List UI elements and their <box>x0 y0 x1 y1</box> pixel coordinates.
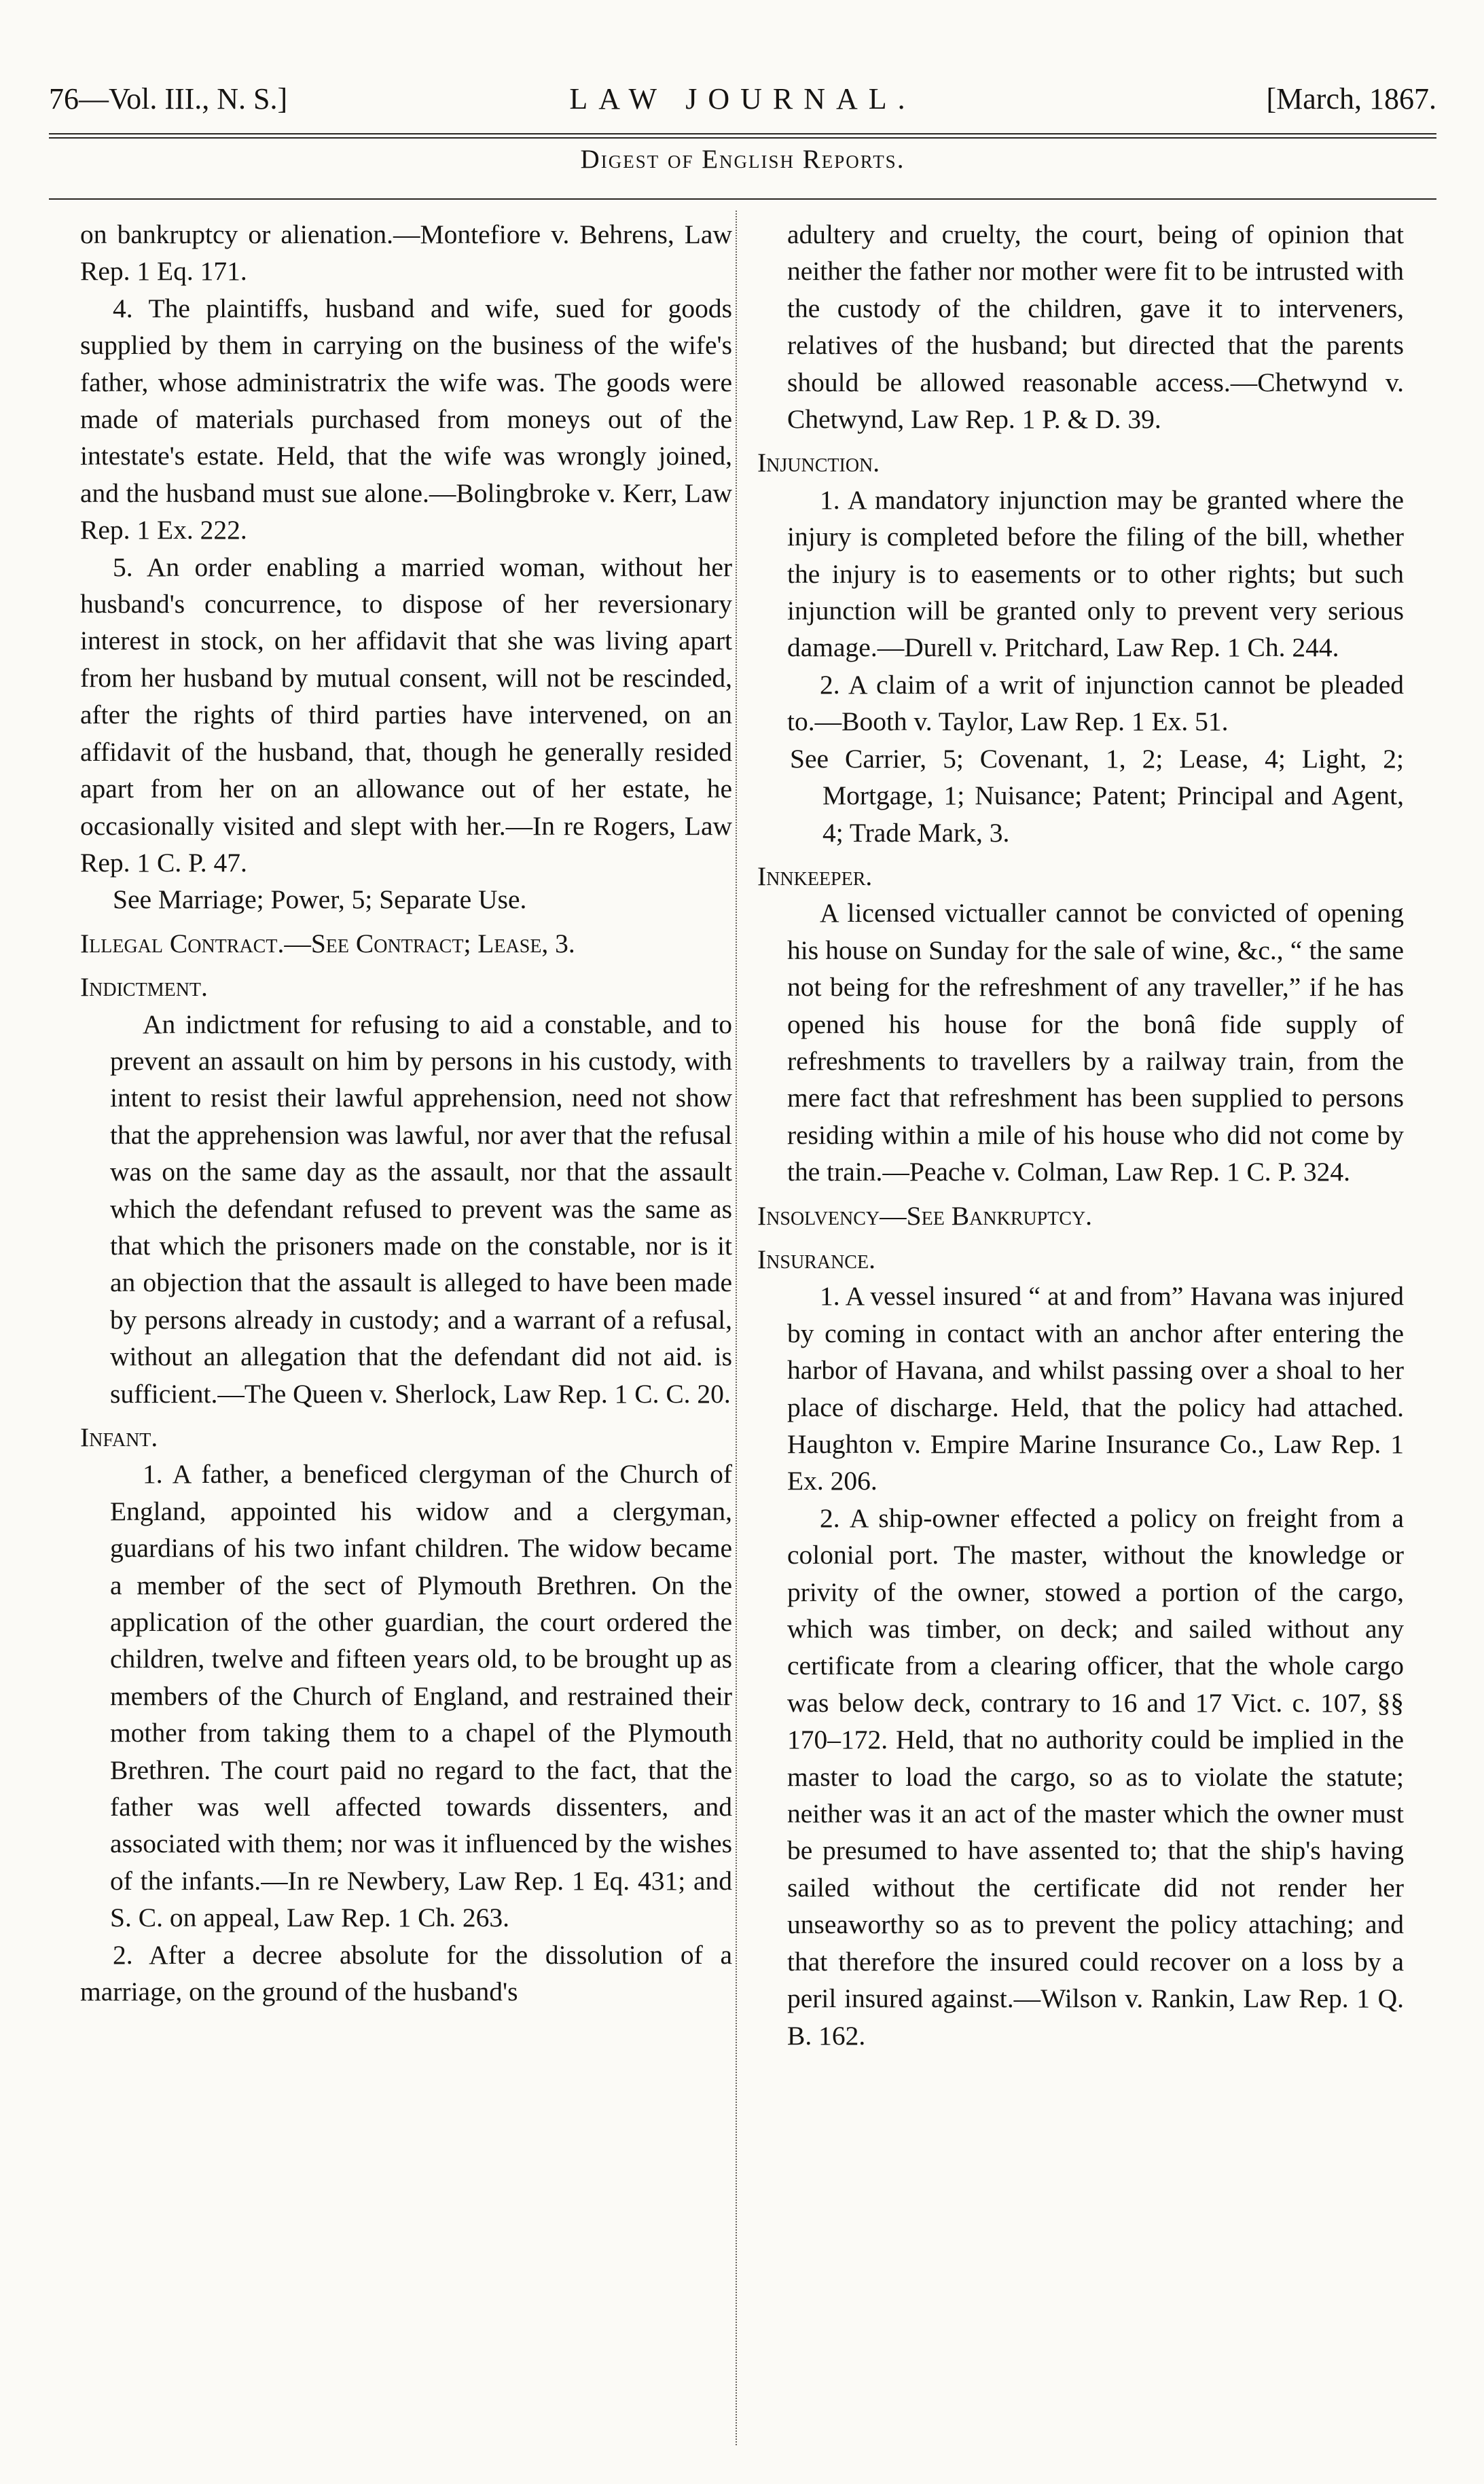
left-paragraph: 1. A father, a beneficed clergyman of the Church of England, appointed his widow and a clergyman, guardians of his two infant children. The widow became a member of the sect of Plymouth Brethren. On the application of the other guardian, the court ordered the children, twelve and fifteen years old, to be brought up as members of the Church of England, and restrained their mother from taking them to a chapel of the Plymouth Brethren. The court paid no regard to the fact, that the father was well affected towards dissenters, and associated with them; nor was it influenced by the wishes of the infants.—In re Newbery, Law Rep. 1 Eq. 431; and S. C. on appeal, Law Rep. 1 Ch. 263. <box>110 1459 732 1933</box>
right-paragraph: 2. A ship-owner effected a policy on freight from a colonial port. The master, without the knowledge or privity of the owner, stowed a portion of the cargo, which was timber, on deck; and sailed without any certificate from a clearing officer, that the whole cargo was below deck, contrary to 16 and 17 Vict. c. 107, §§ 170–172. Held, that no authority could be implied in the master to load the cargo, so as to violate the statute; neither was it an act of the master which the owner must be presumed to have assented to; that the ship's having sailed without the certificate did not render her unseaworthy so as to prevent the policy attaching; and that therefore the insured could recover on a loss by a peril insured against.—Wilson v. Rankin, Law Rep. 1 Q. B. 162. <box>787 1502 1404 2051</box>
header-rule-double <box>49 137 1436 139</box>
header-rule <box>49 133 1436 134</box>
left-paragraph: on bankruptcy or alienation.—Montefiore v. Behrens, Law Rep. 1 Eq. 171. <box>80 219 732 287</box>
section-title: Digest of English Reports. <box>580 145 905 174</box>
left-paragraph: 4. The plaintiffs, husband and wife, sued for goods supplied by them in carrying on the business of the wife's father, whose administratrix the wife was. The goods were made of materials purchased from moneys out of the intestate's estate. Held, that the wife was wrongly joined, and the husband must sue alone.—Bolingbroke v. Kerr, Law Rep. 1 Ex. 222. <box>80 293 732 545</box>
right-heading: Insurance. <box>757 1244 875 1274</box>
left-heading: Indictment. <box>80 972 208 1003</box>
left-paragraph: 2. After a decree absolute for the dissolution of a marriage, on the ground of the husband's <box>80 1939 732 2007</box>
right-paragraph: 2. A claim of a writ of injunction cannot be pleaded to.—Booth v. Taylor, Law Rep. 1 Ex. 51. <box>787 669 1404 737</box>
running-head <box>49 73 1436 128</box>
left-column <box>80 216 732 2444</box>
right-cross-reference: See Carrier, 5; Covenant, 1, 2; Lease, 4; Light, 2; Mortgage, 1; Nuisance; Patent; Principal and Agent, 4; Trade Mark, 3. <box>790 743 1404 848</box>
column-divider <box>736 211 737 2445</box>
left-heading: Infant. <box>80 1422 158 1452</box>
right-heading: Innkeeper. <box>757 861 873 891</box>
right-column <box>757 216 1404 2444</box>
volume-label: 76—Vol. III., N. S.] <box>49 82 288 115</box>
journal-title: LAW JOURNAL. <box>569 82 916 115</box>
right-paragraph: 1. A vessel insured “ at and from” Havana was injured by coming in contact with an anchor after entering the harbor of Havana, and whilst passing over a shoal to her place of discharge. Held, that the policy had attached. Haughton v. Empire Marine Insurance Co., Law Rep. 1 Ex. 206. <box>787 1281 1404 1496</box>
left-heading: Illegal Contract.—See Contract; Lease, 3. <box>80 928 575 958</box>
right-paragraph: adultery and cruelty, the court, being of opinion that neither the father nor mother were fit to be intrusted with the custody of the children, gave it to interveners, relatives of the husband; but directed that the parents should be allowed reasonable access.—Chetwynd v. Chetwynd, Law Rep. 1 P. & D. 39. <box>787 219 1404 435</box>
right-heading: Injunction. <box>757 448 880 478</box>
left-cross-reference: See Marriage; Power, 5; Separate Use. <box>113 884 527 915</box>
right-paragraph: A licensed victualler cannot be convicted of opening his house on Sunday for the sale of wine, &c., “ the same not being for the refreshment of any traveller,” if he has opened his house for the bonâ fide supply of refreshments to travellers by a railway train, from the mere fact that refreshment has been supplied to persons residing within a mile of his house who did not come by the train.—Peache v. Colman, Law Rep. 1 C. P. 324. <box>787 898 1404 1187</box>
section-rule <box>49 198 1436 200</box>
right-heading: Insolvency—See Bankruptcy. <box>757 1200 1093 1231</box>
left-paragraph: 5. An order enabling a married woman, without her husband's concurrence, to dispose of her reversionary interest in stock, on her affidavit that she was living apart from her husband by mutual consent, will not be rescinded, after the rights of third parties have intervened, on an affidavit of the husband, that, though he generally resided apart from her on an allowance out of her estate, he occasionally visited and slept with her.—In re Rogers, Law Rep. 1 C. P. 47. <box>80 552 732 878</box>
left-paragraph: An indictment for refusing to aid a constable, and to prevent an assault on him by persons in his custody, with intent to resist their lawful apprehension, need not show that the apprehension was lawful, nor aver that the refusal was on the same day as the assault, nor that the assault which the defendant refused to prevent was the same as that which the prisoners made on the constable, nor is it an objection that the assault is alleged to have been made by persons already in custody; and a warrant of a refusal, without an allegation that the defendant did not aid. is sufficient.—The Queen v. Sherlock, Law Rep. 1 C. C. 20. <box>110 1009 732 1409</box>
issue-date: [March, 1867. <box>1266 82 1436 115</box>
right-paragraph: 1. A mandatory injunction may be granted where the injury is completed before the filing of the bill, whether the injury is to easements or to other rights; but such injunction will be granted only to prevent very serious damage.—Durell v. Pritchard, Law Rep. 1 Ch. 244. <box>787 484 1404 663</box>
